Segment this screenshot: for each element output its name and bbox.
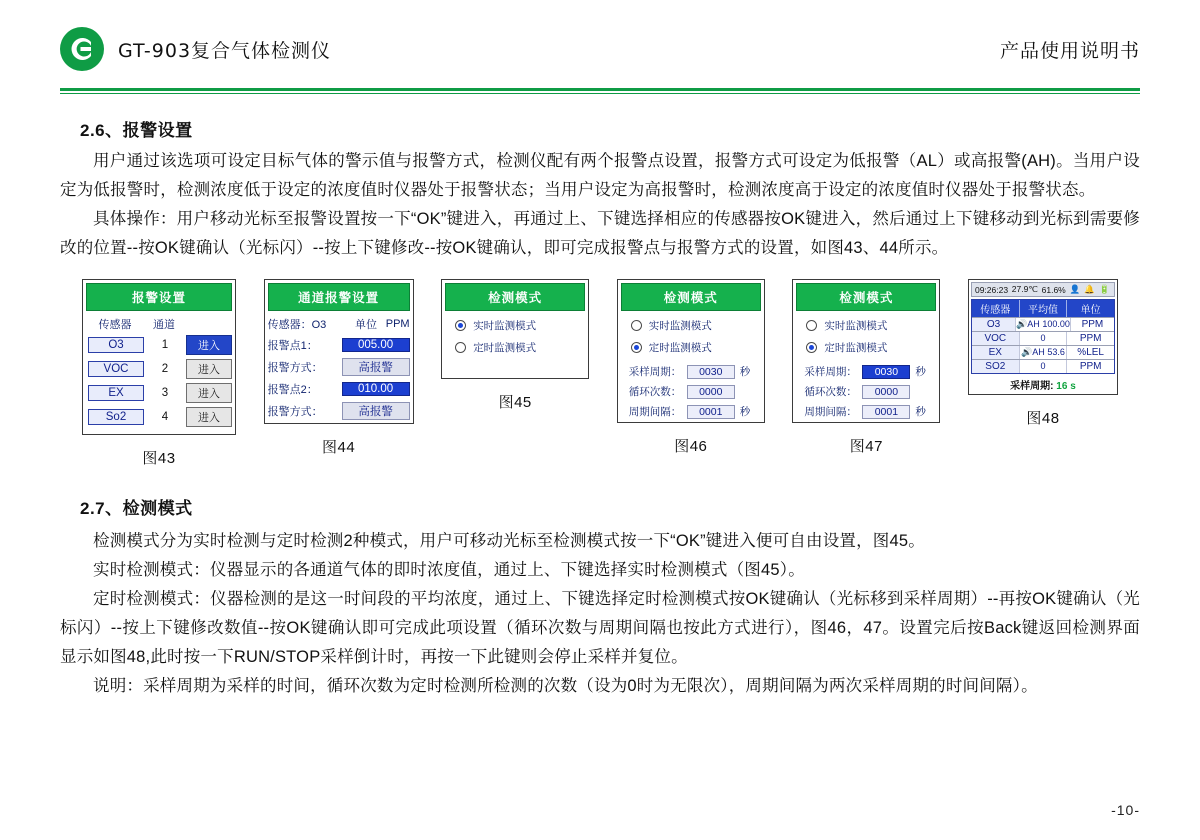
option-timed[interactable] <box>806 340 936 355</box>
sampling-period-footer <box>971 377 1115 392</box>
spacer <box>621 355 761 359</box>
field-label: 采样周期： <box>628 366 682 378</box>
unit-value: %LEL <box>1077 347 1104 358</box>
option-label: 定时监测模式 <box>824 342 888 354</box>
sensor-name: SO2 <box>972 360 1020 373</box>
sensor-name: So2 <box>88 409 144 425</box>
option-timed[interactable] <box>631 340 761 355</box>
figure-strip <box>82 279 1118 468</box>
paragraph-2-7-1: 检测模式分为实时检测与定时检测2种模式，用户可移动光标至检测模式按一下“OK”键进入便可自由设置，图45。 <box>93 532 925 550</box>
alarm-flag: AH <box>1032 347 1045 357</box>
figure-caption: 图46 <box>674 438 708 455</box>
enter-button[interactable]: 进入 <box>186 383 232 403</box>
table-row <box>972 345 1114 359</box>
speaker-icon: 🔊 <box>1016 319 1028 329</box>
screen-title: 检测模式 <box>445 283 585 311</box>
status-tray-icons: 👤 🔔 🔋 <box>1069 284 1111 294</box>
field-label: 循环次数： <box>628 386 682 398</box>
alarm-mode-1-label: 报警方式： <box>267 362 323 374</box>
table-header-row <box>972 300 1114 317</box>
average-value <box>1020 346 1068 359</box>
paragraph-2-7-2: 实时检测模式：仪器显示的各通道气体的即时浓度值，通过上、下键选择实时检测模式（图45）。 <box>93 561 805 579</box>
channel-number: 4 <box>161 411 169 423</box>
green-circle-e-logo-icon <box>60 27 104 71</box>
field-unit: 秒 <box>739 406 751 418</box>
field-label: 循环次数： <box>804 386 857 398</box>
option-realtime[interactable] <box>455 318 585 333</box>
page-header <box>60 0 1140 80</box>
header-product-title: GT-903复合气体检测仪 <box>118 39 332 62</box>
value-text: 53.6 <box>1047 347 1065 357</box>
screen-title: 通道报警设置 <box>268 283 410 311</box>
value-text: 100.00 <box>1042 319 1070 329</box>
radio-icon[interactable] <box>631 320 642 331</box>
radio-icon[interactable] <box>631 342 642 353</box>
sensor-name: VOC <box>88 361 144 377</box>
table-row[interactable] <box>86 407 232 427</box>
sensor-name: EX <box>972 346 1020 359</box>
paragraph-2-7-3: 定时检测模式：仪器检测的是这一时间段的平均浓度，通过上、下键选择定时检测模式按OK键确认（光标移到采样周期）--再按OK键确认（光标闪）--按上下键修改数值--按OK键确认即可完成此项设置（循环次数与周期间隔也按此方式进行），图46，47。设置完后按Back键返回检测界面显示如图48,此时按一下RUN/STOP采样倒计时，再按一下此键则会停止采样并复位。 <box>60 590 1140 666</box>
enter-button[interactable]: 进入 <box>186 335 232 355</box>
radio-icon[interactable] <box>455 320 466 331</box>
field-label: 周期间隔： <box>628 406 682 418</box>
col-header-sensor: 传感器 <box>972 300 1020 317</box>
device-screen-alarm-settings <box>82 279 236 435</box>
radio-icon[interactable] <box>806 342 817 353</box>
channel-number: 1 <box>161 339 169 351</box>
section-detection-mode <box>60 494 1140 701</box>
screen-title: 检测模式 <box>796 283 936 311</box>
alarm-point-2-value[interactable]: 010.00 <box>342 382 410 396</box>
field-sampling-period[interactable] <box>629 364 761 379</box>
field-value[interactable]: 0030 <box>862 365 910 379</box>
field-sampling-period[interactable] <box>804 364 936 379</box>
figure-47 <box>792 279 940 456</box>
alarm-point-1-row[interactable] <box>268 337 410 353</box>
average-value: 0 <box>1020 360 1068 373</box>
paragraph-2-7-4: 说明：采样周期为采样的时间，循环次数为定时检测所检测的次数（设为0时为无限次），周期间隔为两次采样周期的时间间隔）。 <box>93 677 1038 695</box>
average-value <box>1016 318 1071 331</box>
option-realtime[interactable] <box>631 318 761 333</box>
sensor-name: EX <box>88 385 144 401</box>
field-label: 采样周期： <box>804 366 857 378</box>
field-unit: 秒 <box>915 406 926 418</box>
device-screen-detect-mode-timed-edit <box>792 279 940 423</box>
field-unit: 秒 <box>915 366 926 378</box>
col-header-channel: 通道 <box>153 319 175 331</box>
field-unit: 秒 <box>739 366 751 378</box>
alarm-mode-2-row[interactable] <box>268 402 410 420</box>
option-label: 实时监测模式 <box>648 320 712 332</box>
sensor-unit-row <box>268 316 410 332</box>
option-timed[interactable] <box>455 340 585 355</box>
device-screen-detect-mode-timed <box>617 279 765 423</box>
alarm-mode-2-label: 报警方式： <box>267 406 323 418</box>
table-row[interactable] <box>86 383 232 403</box>
sensor-name: O3 <box>88 337 144 353</box>
enter-button[interactable]: 进入 <box>186 407 232 427</box>
measurement-table <box>971 299 1115 374</box>
enter-button[interactable]: 进入 <box>186 359 232 379</box>
table-row <box>972 359 1114 373</box>
speaker-icon: 🔊 <box>1021 347 1033 357</box>
alarm-mode-1-row[interactable] <box>268 358 410 376</box>
field-value[interactable]: 0000 <box>862 385 910 399</box>
sensor-name: VOC <box>972 332 1020 345</box>
unit-value: PPM <box>385 318 410 330</box>
figure-44 <box>264 279 414 457</box>
table-row[interactable] <box>86 335 232 355</box>
sensor-name: O3 <box>972 318 1016 331</box>
spacer <box>796 355 936 359</box>
paragraph-2-6-1: 用户通过该选项可设定目标气体的警示值与报警方式，检测仪配有两个报警点设置，报警方式可设定为低报警（AL）或高报警(AH)。当用户设定为低报警时，检测浓度低于设定的浓度值时仪器处于报警状态；当用户设定为高报警时，检测浓度高于设定的浓度值时仪器处于报警状态。 <box>60 152 1140 199</box>
alarm-flag: AH <box>1027 319 1040 329</box>
radio-icon[interactable] <box>806 320 817 331</box>
alarm-mode-1-value[interactable]: 高报警 <box>342 358 410 376</box>
page-number: -10- <box>1111 802 1140 818</box>
alarm-point-1-value[interactable]: 005.00 <box>342 338 410 352</box>
option-label: 定时监测模式 <box>648 342 712 354</box>
radio-icon[interactable] <box>455 342 466 353</box>
screen-title: 检测模式 <box>621 283 761 311</box>
figure-caption: 图47 <box>849 438 883 455</box>
figure-45 <box>441 279 589 412</box>
option-label: 定时监测模式 <box>473 342 537 354</box>
col-header-sensor: 传感器 <box>98 319 132 331</box>
status-temperature: 27.9℃ <box>1011 284 1038 294</box>
table-row <box>972 331 1114 345</box>
alarm-point-1-label: 报警点1： <box>267 340 318 352</box>
section-alarm-settings <box>60 116 1140 263</box>
status-humidity: 61.6% <box>1041 284 1066 295</box>
table-row <box>972 317 1114 331</box>
device-screen-measurement <box>968 279 1118 395</box>
field-value[interactable]: 0030 <box>687 365 735 379</box>
field-cycle-count[interactable] <box>629 384 761 399</box>
field-value[interactable]: 0000 <box>687 385 735 399</box>
field-cycle-interval[interactable] <box>804 404 936 419</box>
unit-value: PPM <box>1079 333 1102 344</box>
column-headers <box>86 316 232 332</box>
paragraph-2-6-2: 具体操作：用户移动光标至报警设置按一下“OK”键进入，再通过上、下键选择相应的传感器按OK键进入，然后通过上下键移动到光标到需要修改的位置--按OK键确认（光标闪）--按上下键修改--按OK键确认，即可完成报警点与报警方式的设置，如图43、44所示。 <box>60 210 1140 257</box>
sampling-period-value: 16 s <box>1056 381 1076 392</box>
unit-value: PPM <box>1081 319 1104 330</box>
unit-value: PPM <box>1079 361 1102 372</box>
channel-number: 2 <box>161 363 169 375</box>
field-cycle-count[interactable] <box>804 384 936 399</box>
alarm-mode-2-value[interactable]: 高报警 <box>342 402 410 420</box>
alarm-point-2-row[interactable] <box>268 381 410 397</box>
device-screen-channel-alarm <box>264 279 414 424</box>
field-cycle-interval[interactable] <box>629 404 761 419</box>
status-bar <box>971 282 1115 297</box>
figure-caption: 图44 <box>322 439 356 456</box>
figure-43 <box>82 279 236 468</box>
option-label: 实时监测模式 <box>824 320 888 332</box>
sampling-period-label: 采样周期: <box>1010 381 1054 392</box>
figure-caption: 图48 <box>1026 410 1060 427</box>
alarm-point-2-label: 报警点2： <box>267 384 318 396</box>
field-label: 周期间隔： <box>804 406 857 418</box>
field-value[interactable]: 0001 <box>687 405 735 419</box>
col-header-average: 平均值 <box>1020 300 1068 317</box>
header-rule <box>60 88 1140 91</box>
document-body <box>60 94 1140 701</box>
sensor-label: 传感器：O3 <box>267 319 327 331</box>
table-row[interactable] <box>86 359 232 379</box>
section-heading-2-6: 2.6、报警设置 <box>80 121 193 140</box>
header-doc-title: 产品使用说明书 <box>999 40 1140 62</box>
unit-label: 单位 <box>354 319 377 331</box>
figure-caption: 图43 <box>142 450 176 467</box>
option-label: 实时监测模式 <box>473 320 537 332</box>
screen-title: 报警设置 <box>86 283 232 311</box>
channel-number: 3 <box>161 387 169 399</box>
option-realtime[interactable] <box>806 318 936 333</box>
col-header-unit: 单位 <box>1080 305 1101 316</box>
status-time: 09:26:23 <box>974 284 1009 295</box>
field-value[interactable]: 0001 <box>862 405 910 419</box>
figure-48 <box>968 279 1118 428</box>
figure-46 <box>617 279 765 456</box>
figure-caption: 图45 <box>498 394 532 411</box>
average-value: 0 <box>1020 332 1068 345</box>
section-heading-2-7: 2.7、检测模式 <box>80 499 193 518</box>
device-screen-detect-mode-realtime <box>441 279 589 379</box>
